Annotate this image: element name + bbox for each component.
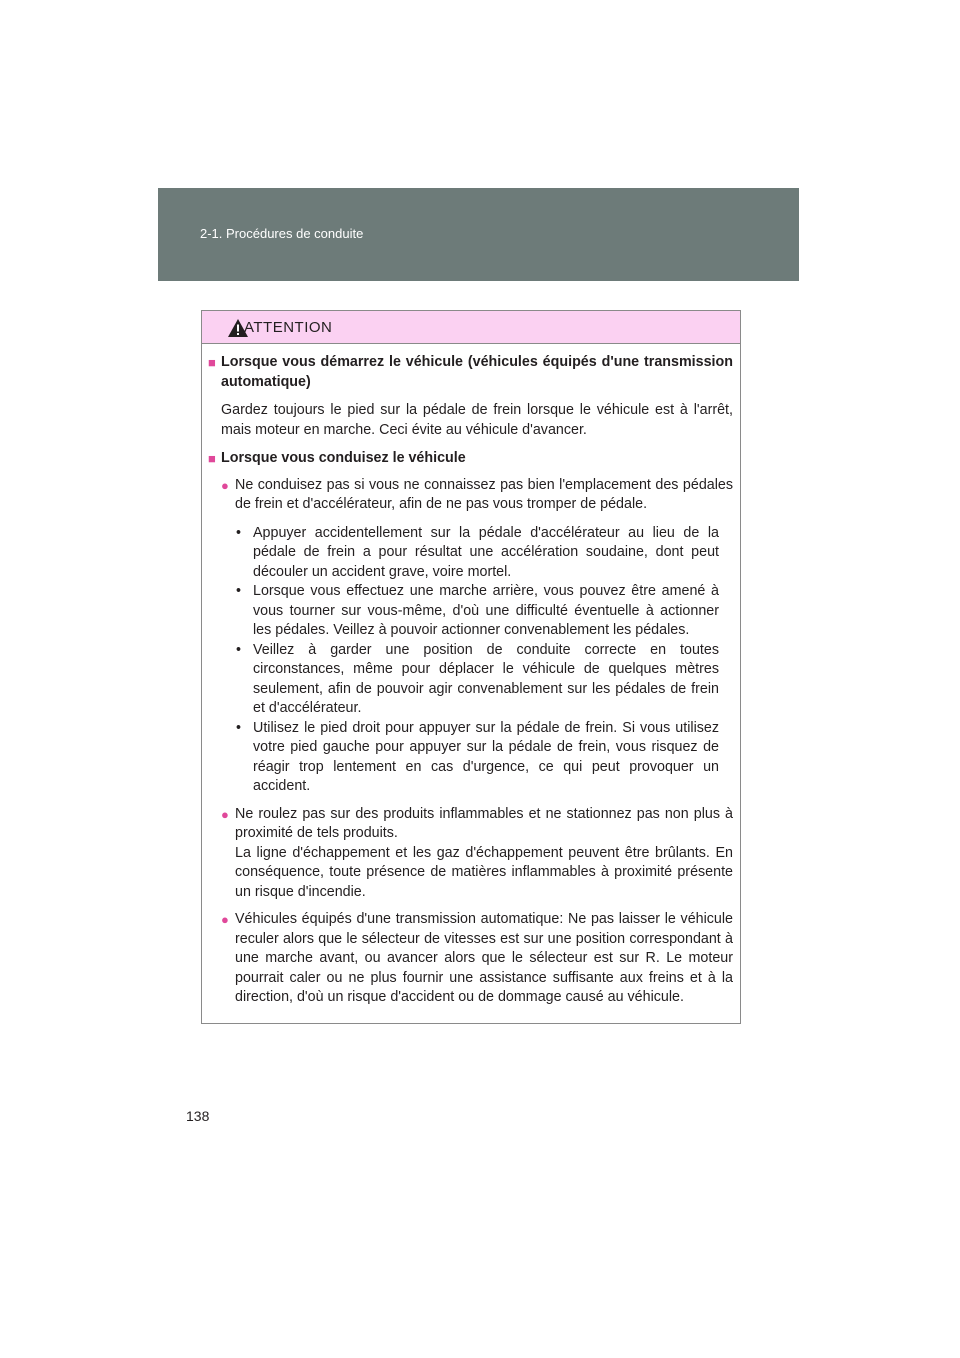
section-heading xyxy=(208,353,733,392)
bullet-text: Ne roulez pas sur des produits inflammables et ne stationnez pas non plus à proximité de tels produits. xyxy=(235,805,733,841)
bullet-text: Ne conduisez pas si vous ne connaissez pas bien l'emplacement des pédales de frein et d'accélérateur, afin de ne pas vous tromper de pédale. xyxy=(235,476,733,512)
section-heading xyxy=(208,449,733,469)
sub-bullet-icon: • xyxy=(236,641,242,658)
section-paragraph: Gardez toujours le pied sur la pédale de frein lorsque le véhicule est à l'arrêt, mais moteur en marche. Ceci évite au véhicule d'avancer. xyxy=(221,402,733,438)
circle-bullet-icon: ● xyxy=(221,806,229,822)
section-title: 2-1. Procédures de conduite xyxy=(200,226,364,241)
attention-box xyxy=(201,310,741,1024)
bullet-text: Véhicules équipés d'une transmission automatique: Ne pas laisser le véhicule reculer alors que le sélecteur de vitesses est sur une position correspondant à une marche avant, ou avancer alors que le sélecteur est sur R. Le moteur pourrait caler ou ne plus fournir une assistance suffisante aux freins et à la direction, d'où un risque d'accident ou de dommage causé au véhicule. xyxy=(235,911,733,1005)
sub-bullet-icon: • xyxy=(236,583,242,599)
sub-list xyxy=(235,524,719,797)
circle-bullet-icon: ● xyxy=(221,477,229,493)
bullet-text-continued: La ligne d'échappement et les gaz d'échappement peuvent être brûlants. En conséquence, toute présence de matières inflammables à proximité présente un risque d'incendie. xyxy=(235,844,733,900)
bullet-text-block xyxy=(235,805,733,903)
section-heading-text: Lorsque vous conduisez le véhicule xyxy=(221,450,466,466)
sub-list-item xyxy=(235,641,719,719)
square-bullet-icon: ■ xyxy=(208,355,216,370)
section-header-band xyxy=(158,188,799,281)
bullet-item xyxy=(221,805,733,903)
sub-item-text: Veillez à garder une position de conduite correcte en toutes circonstances, même pour déplacer le véhicule de quelques mètres seulement, afin de pouvoir agir convenablement sur les pédales de frein et d'accélérateur. xyxy=(253,641,719,716)
sub-item-text: Lorsque vous effectuez une marche arrière, vous pouvez être amené à vous tourner sur vous-même, d'où une difficulté éventuelle à actionner les pédales. Veillez à pouvoir actionner convenablement les pédales. xyxy=(253,583,719,638)
attention-title: ATTENTION xyxy=(244,319,333,336)
bullet-item xyxy=(221,910,733,1008)
sub-list-item xyxy=(235,582,719,641)
sub-list-item xyxy=(235,524,719,583)
attention-body xyxy=(202,344,740,1008)
sub-bullet-icon: • xyxy=(236,719,242,736)
sub-item-text: Appuyer accidentellement sur la pédale d'accélérateur au lieu de la pédale de frein a pour résultat une accélération soudaine, dont peut découler un accident grave, voire mortel. xyxy=(253,524,719,580)
attention-header xyxy=(202,311,740,344)
sub-item-text: Utilisez le pied droit pour appuyer sur la pédale de frein. Si vous utilisez votre pied gauche pour appuyer sur la pédale de frein, vous risquez de réagir trop lentement en cas d'urgence, ce qui peut provoquer un accident. xyxy=(253,719,719,794)
bullet-item xyxy=(221,476,733,515)
circle-bullet-icon: ● xyxy=(221,912,229,927)
section-heading-text: Lorsque vous démarrez le véhicule (véhicules équipés d'une transmission automatique) xyxy=(221,354,733,390)
sub-bullet-icon: • xyxy=(236,524,242,541)
page-number: 138 xyxy=(186,1108,210,1124)
square-bullet-icon: ■ xyxy=(208,451,216,466)
sub-list-item xyxy=(235,719,719,797)
